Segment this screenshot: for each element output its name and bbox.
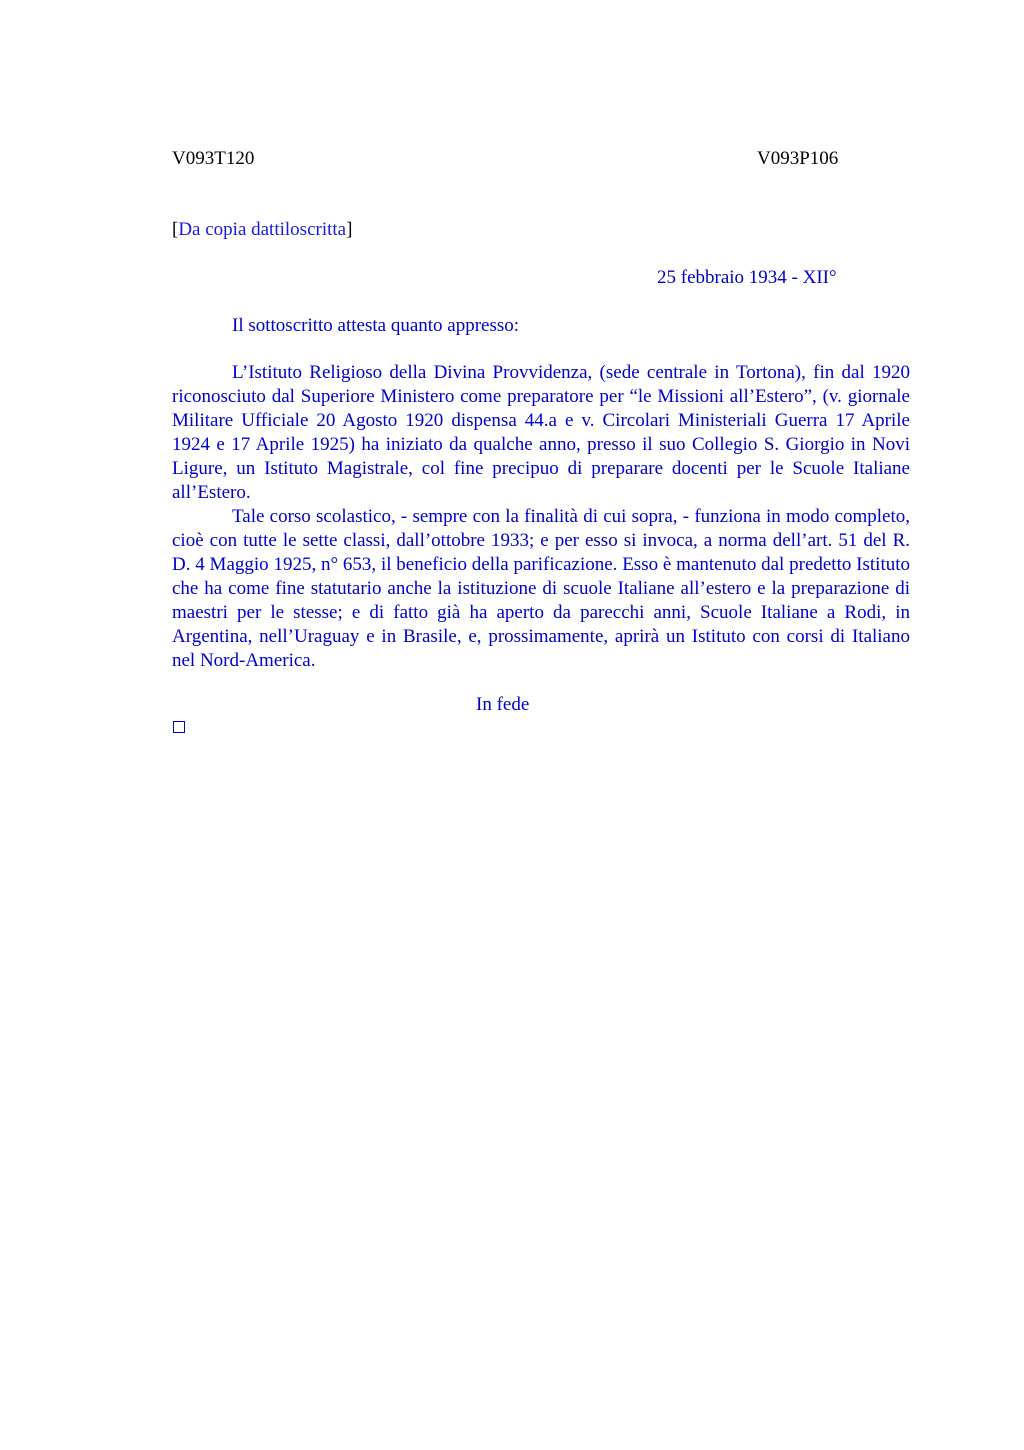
- letter-body: [172, 361, 910, 673]
- document-code-left: V093T120: [172, 148, 255, 169]
- body-paragraph-2: Tale corso scolastico, - sempre con la finalità di cui sopra, - funziona in modo completo, cioè con tutte le sette classi, dall’ottobre 1933; e per esso si invoca, a norma dell’art. 51 del R. D. 4 Maggio 1925, n° 653, il beneficio della parificazione. Esso è mantenuto dal predetto Istituto che ha come fine statutario anche la istituzione di scuole Italiane all’estero e la preparazione di maestri per le stesse; e di fatto già ha aperto da parecchi anni, Scuole Italiane a Rodi, in Argentina, nell’Uraguay e in Brasile, e, prossimamente, aprirà un Istituto con corsi di Italiano nel Nord-America.: [172, 506, 910, 671]
- body-paragraph-1: L’Istituto Religioso della Divina Provvidenza, (sede centrale in Tortona), fin dal 1920 riconosciuto dal Superiore Ministero come preparatore per “le Missioni all’Estero”, (v. giornale Militare Ufficiale 20 Agosto 1920 dispensa 44.a e v. Circolari Ministeriali Guerra 17 Aprile 1924 e 17 Aprile 1925) ha iniziato da qualche anno, presso il suo Collegio S. Giorgio in Novi Ligure, un Istituto Magistrale, col fine precipuo di preparare docenti per le Scuole Italiane all’Estero.: [172, 362, 910, 503]
- source-note-open-bracket: [: [172, 219, 179, 240]
- source-note-text: Da copia dattiloscritta: [178, 219, 347, 240]
- intro-line: Il sottoscritto attesta quanto appresso:: [232, 315, 520, 336]
- document-code-right: V093P106: [757, 148, 839, 169]
- source-note: [172, 218, 352, 242]
- letter-date: 25 febbraio 1934 - XII°: [657, 267, 837, 288]
- square-box-icon: [173, 721, 185, 733]
- closing-line: In fede: [476, 694, 530, 715]
- source-note-close-bracket: ]: [346, 219, 353, 240]
